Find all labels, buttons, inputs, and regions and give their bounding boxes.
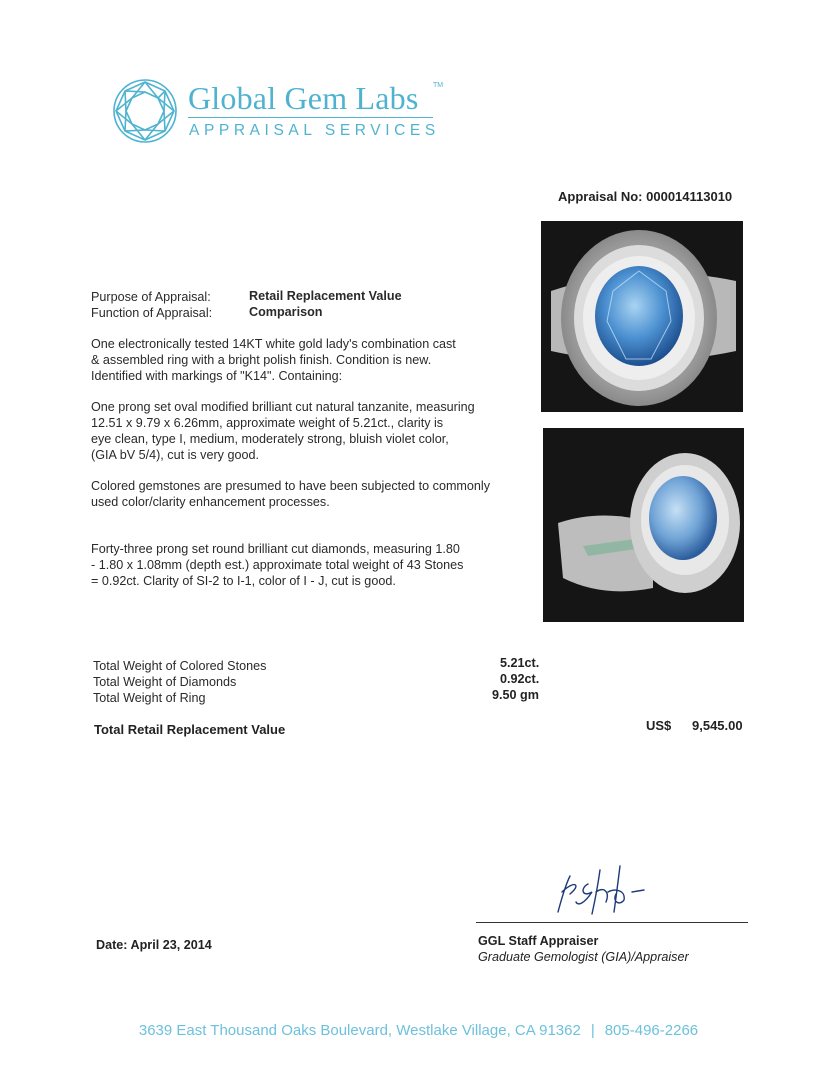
purpose-value: Retail Replacement Value bbox=[249, 289, 402, 303]
text-line: One electronically tested 14KT white gold lady's combination cast bbox=[91, 337, 456, 351]
text-line: eye clean, type I, medium, moderately strong, bluish violet color, bbox=[91, 432, 449, 446]
text-line: - 1.80 x 1.08mm (depth est.) approximate total weight of 43 Stones bbox=[91, 558, 464, 572]
text-line: & assembled ring with a bright polish finish. Condition is new. bbox=[91, 353, 432, 367]
retail-value-currency: US$ bbox=[646, 718, 672, 733]
text-line: Forty-three prong set round brilliant cut diamonds, measuring 1.80 bbox=[91, 542, 460, 556]
total-ring-label: Total Weight of Ring bbox=[93, 691, 206, 705]
footer bbox=[0, 1022, 837, 1039]
appraiser-title: GGL Staff Appraiser bbox=[478, 934, 599, 948]
appraisal-date: Date: April 23, 2014 bbox=[96, 938, 212, 952]
retail-value-amount: 9,545.00 bbox=[692, 718, 743, 733]
appraisal-number: Appraisal No: 000014113010 bbox=[558, 189, 733, 204]
total-diamonds-value: 0.92ct. bbox=[500, 672, 540, 686]
gem-diamond-icon bbox=[112, 78, 178, 144]
function-label: Function of Appraisal: bbox=[91, 306, 213, 320]
footer-address: 3639 East Thousand Oaks Boulevard, Westlake Village, CA 91362 bbox=[138, 1022, 581, 1039]
total-diamonds-label: Total Weight of Diamonds bbox=[93, 675, 237, 689]
ring-photo-top bbox=[541, 221, 743, 412]
text-line: Colored gemstones are presumed to have been subjected to commonly bbox=[91, 479, 491, 493]
retail-value-label: Total Retail Replacement Value bbox=[94, 722, 286, 737]
text-line: (GIA bV 5/4), cut is very good. bbox=[91, 448, 259, 462]
enhancement-note bbox=[91, 478, 490, 510]
text-line: 12.51 x 9.79 x 6.26mm, approximate weight of 5.21ct., clarity is bbox=[91, 416, 444, 430]
diamonds-description bbox=[91, 541, 463, 589]
total-colored-stones-value: 5.21ct. bbox=[500, 656, 540, 670]
appraiser-signature bbox=[540, 862, 660, 922]
logo-subtitle: APPRAISAL SERVICES bbox=[189, 122, 440, 139]
text-line: One prong set oval modified brilliant cut natural tanzanite, measuring bbox=[91, 400, 475, 414]
appraiser-credentials: Graduate Gemologist (GIA)/Appraiser bbox=[478, 950, 689, 964]
text-line: used color/clarity enhancement processes. bbox=[91, 495, 330, 509]
logo-trademark: TM bbox=[433, 82, 444, 89]
logo-name: Global Gem Labs bbox=[188, 80, 419, 116]
logo-divider bbox=[188, 117, 433, 118]
footer-phone: 805-496-2266 bbox=[604, 1022, 699, 1039]
ring-photo-side bbox=[543, 428, 744, 622]
footer-separator: | bbox=[590, 1022, 595, 1039]
signature-line bbox=[476, 922, 748, 923]
total-colored-stones-label: Total Weight of Colored Stones bbox=[93, 659, 267, 673]
text-line: Identified with markings of "K14". Containing: bbox=[91, 369, 343, 383]
text-line: = 0.92ct. Clarity of SI-2 to I-1, color of I - J, cut is good. bbox=[91, 574, 396, 588]
ring-description bbox=[91, 336, 456, 384]
tanzanite-description bbox=[91, 399, 475, 463]
total-ring-value: 9.50 gm bbox=[492, 688, 539, 702]
function-value: Comparison bbox=[249, 305, 323, 319]
purpose-label: Purpose of Appraisal: bbox=[91, 290, 211, 304]
